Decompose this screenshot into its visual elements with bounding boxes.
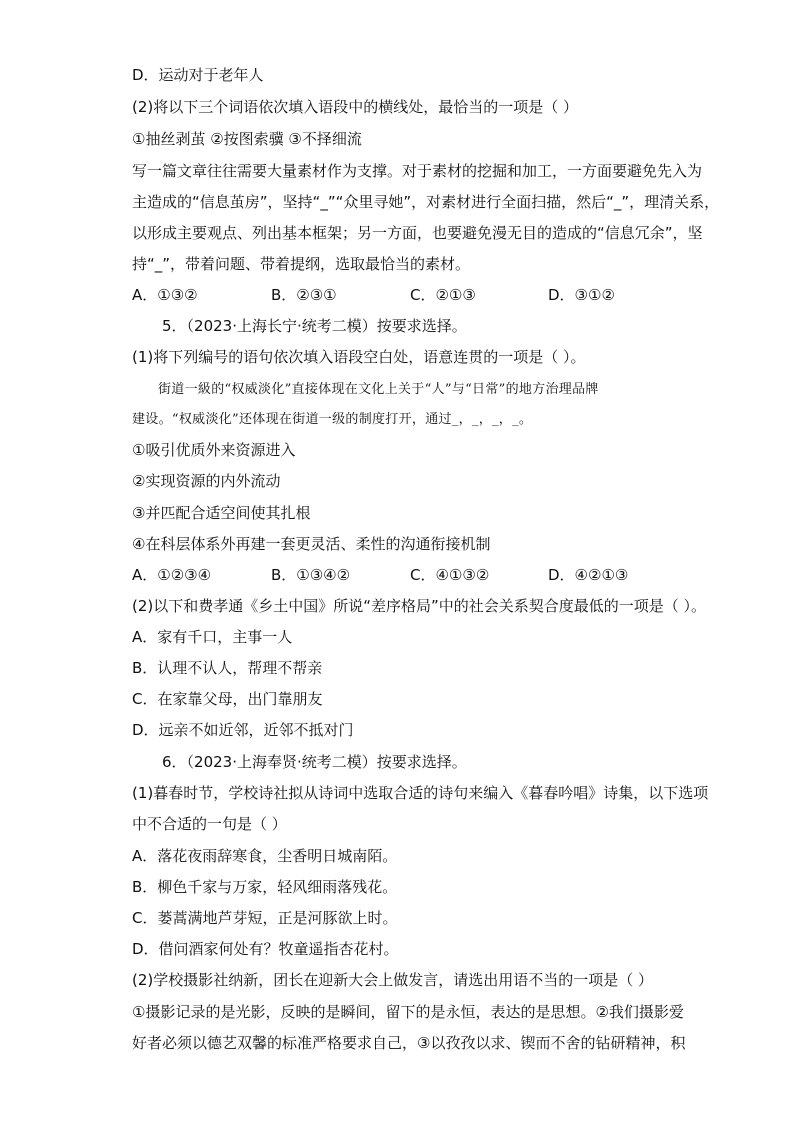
q6-1-option-c: C．蒌蒿满地芦芽短，正是河豚欲上时。 [132, 909, 398, 927]
q6-2-text-line: 好者必须以德艺双馨的标准严格要求自己，③以孜孜以求、锲而不舍的钻研精神，积 [132, 1034, 686, 1052]
q6-2-stem: (2)学校摄影社纳新，团长在迎新大会上做发言，请选出用语不当的一项是（ ） [132, 971, 654, 989]
q4-option-d: D．运动对于老年人 [132, 66, 264, 84]
q4-2-passage-line: 以形成主要观点、列出基本框架；另一方面，也要避免漫无目的造成的“信息冗余”，坚 [132, 224, 703, 242]
option-b: B．②③① [271, 286, 337, 304]
q5-item: ③并匹配合适空间使其扎根 [132, 504, 311, 522]
option-c: C．④①③② [410, 566, 490, 584]
q5-2-option-a: A．家有千口，主事一人 [132, 628, 293, 646]
q6-1-stem-line: (1)暮春时节，学校诗社拟从诗词中选取合适的诗句来编入《暮春吟唱》诗集，以下选项 [132, 784, 709, 802]
q5-header: 5．（2023·上海长宁·统考二模）按要求选择。 [162, 317, 467, 335]
q5-1-stem: (1)将下列编号的语句依次填入语段空白处，语意连贯的一项是（ ）。 [132, 348, 586, 366]
q6-1-stem-line: 中不合适的一句是（ ） [132, 815, 287, 833]
q5-2-option-c: C．在家靠父母，出门靠朋友 [132, 690, 323, 708]
q5-2-stem: (2)以下和费孝通《乡土中国》所说“差序格局”中的社会关系契合度最低的一项是（ ）。 [132, 597, 707, 615]
q6-header: 6．（2023·上海奉贤·统考二模）按要求选择。 [162, 753, 467, 771]
q6-2-text-line: ①摄影记录的是光影，反映的是瞬间，留下的是永恒，表达的是思想。②我们摄影爱 [132, 1003, 684, 1021]
option-d: D．④②①③ [548, 566, 629, 584]
q5-1-options [132, 565, 692, 585]
q4-2-options [132, 285, 692, 305]
q5-item: ④在科层体系外再建一套更灵活、柔性的沟通衔接机制 [132, 535, 491, 553]
option-d: D．③①② [548, 286, 615, 304]
q5-quote-line: 街道一級的“权威淡化”直接体现在文化上关于“人”与“日常”的地方治理品牌 [158, 382, 599, 397]
q4-2-stem: (2)将以下三个词语依次填入语段中的横线处，最恰当的一项是（ ） [132, 98, 579, 116]
q5-2-option-b: B．认理不认人，帮理不帮亲 [132, 659, 323, 677]
q6-1-option-d: D．借问酒家何处有？牧童遥指杏花村。 [132, 940, 399, 958]
option-a: A．①③② [132, 286, 198, 304]
option-c: C．②①③ [410, 286, 476, 304]
q4-2-passage-line: 主造成的“信息茧房”，坚持“_”“众里寻她”，对素材进行全面扫描，然后“_”，理清关系， [132, 193, 720, 211]
q4-2-words: ①抽丝剥茧 ②按图索骥 ③不择细流 [132, 130, 362, 148]
option-b: B．①③④② [271, 566, 351, 584]
q5-quote-line: 建设。“权威淡化”还体现在街道一级的制度打开，通过_，_，_，_。 [132, 412, 533, 427]
q6-1-option-b: B．柳色千家与万家，轻风细雨落残花。 [132, 878, 398, 896]
q5-item: ②实现资源的内外流动 [132, 472, 281, 490]
q4-2-passage-line: 持“_”，带着问题、带着提纲，选取最恰当的素材。 [132, 255, 471, 273]
q5-item: ①吸引优质外来资源进入 [132, 441, 296, 459]
q6-1-option-a: A．落花夜雨辞寒食，尘香明日城南陌。 [132, 847, 398, 865]
q5-2-option-d: D．远亲不如近邻，近邻不抵对门 [132, 721, 354, 739]
q4-2-passage-line: 写一篇文章往往需要大量素材作为支撑。对于素材的挖掘和加工，一方面要避免先入为 [132, 162, 703, 180]
option-a: A．①②③④ [132, 566, 212, 584]
